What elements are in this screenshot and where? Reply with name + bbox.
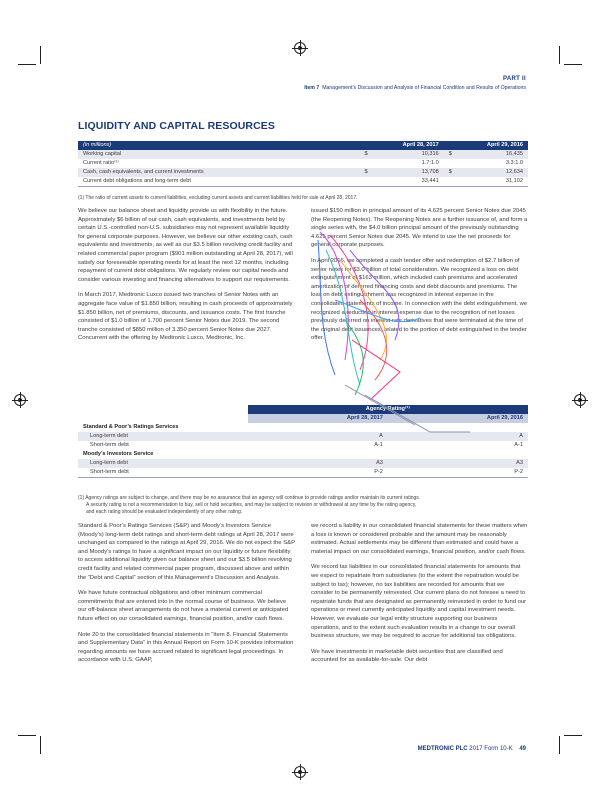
paragraph: In April 2016, we completed a cash tender offer and redemption of $2.7 billion of senior notes for $3.0 billion of total consideration. We recognized a loss on debt extinguishment of $163 million, which included cash premiums and accelerated amortization of deferred financing costs and debt discounts and premiums. The loss on debt extinguishment was recognized in interest expense in the consolidated statements of income. In connection with the debt extinguishment, we recognized a reduction in interest expense due to the recognition of net losses previously deferred on interest rate derivatives that were terminated at the time of the original debt issuances, related to the portion of debt extinguished in the tender offer.: [311, 257, 528, 342]
row-label: Current debt obligations and long-term debt: [78, 177, 359, 187]
table-section-row: [78, 423, 528, 432]
rating-2016: P-2: [388, 468, 528, 478]
currency-symbol: [359, 177, 372, 187]
crop-mark: [40, 46, 41, 64]
value-2017: 13,708: [372, 168, 443, 177]
value-2017: 1.7:1.0: [421, 160, 439, 166]
row-label: Working capital: [78, 150, 359, 159]
body-column-left: [78, 522, 295, 672]
row-label: Long-term debt: [78, 459, 248, 468]
crop-mark: [559, 736, 560, 754]
currency-symbol: $: [359, 168, 372, 177]
item-label: Item 7: [304, 85, 320, 91]
rating-2016: A: [388, 432, 528, 441]
page-footer: [418, 746, 526, 752]
paragraph: issued $150 million in principal amount of its 4.625 percent Senior Notes due 2045 (the Reopening Notes). The Reopening Notes are a further issuance of, and form a single series with, the $4.0 billion principal amount of the previously outstanding 4.625 percent Senior Notes due 2045. We intend to use the net proceeds for general corporate purposes.: [311, 208, 528, 249]
currency-symbol: $: [359, 150, 372, 159]
table-row: [78, 177, 528, 187]
crop-mark: [564, 735, 582, 736]
form-label: 2017 Form 10-K: [469, 746, 513, 752]
rating-2017: A: [248, 432, 388, 441]
paragraph: We have future contractual obligations and other minimum commercial commitments that are entered into in the normal course of business. We believe our off-balance sheet arrangements do not have a material current or anticipated future effect on our consolidated earnings, financial position, and/or cash flows.: [78, 590, 289, 622]
rating-2017: A-1: [374, 442, 383, 448]
registration-mark-icon: [294, 42, 306, 54]
table-row: [78, 159, 528, 168]
row-label: Short-term debt: [78, 468, 248, 478]
part-label: PART II: [503, 76, 526, 82]
registration-mark-icon: [294, 766, 306, 778]
footnote-line: and each rating should be evaluated independently of any other rating.: [86, 509, 243, 515]
ratings-footnote: [78, 495, 528, 516]
table-section-row: [78, 450, 528, 459]
row-label: Current ratio⁽¹⁾: [83, 160, 119, 166]
registration-mark-icon: [14, 394, 26, 406]
registration-mark-icon: [574, 394, 586, 406]
item-title: Management’s Discussion and Analysis of Financial Condition and Results of Operations: [322, 85, 526, 91]
rating-2016: A3: [388, 459, 528, 468]
row-label: Cash, cash equivalents, and current investments: [78, 168, 359, 177]
value-2016: 16,435: [457, 150, 528, 159]
column-header-2016: April 29, 2016: [388, 414, 528, 423]
table-row: [78, 150, 528, 159]
value-2016: 31,102: [457, 177, 528, 187]
item-header: [304, 85, 526, 91]
row-label: Long-term debt: [78, 432, 248, 441]
paragraph: We believe our balance sheet and liquidity provide us with flexibility in the future. Approximately $6 billion of our cash, cash equivalents, and investments held by certain U.S.-controlled non-U.S. subsidiaries may not represent available liquidity for general corporate purposes. However, we believe our other existing cash, cash equivalents and investments, as well as our $3.5 billion revolving credit facility and related commercial paper program ($901 million outstanding at April 28, 2017), will satisfy our foreseeable operating needs for at least the next 12 months, including repayment of current debt obligations. We regularly review our capital needs and consider various investing and financing alternatives to support our requirements.: [78, 208, 293, 283]
table-group-header-row: [78, 405, 528, 414]
currency-symbol: [444, 159, 457, 168]
value-2016: 3.3:1.0: [505, 160, 523, 166]
company-name: MEDTRONIC PLC: [417, 746, 468, 752]
section-title: LIQUIDITY AND CAPITAL RESOURCES: [78, 120, 275, 132]
table-header-row: [78, 414, 528, 423]
ratings-table: [78, 405, 528, 478]
body-column-right: [311, 207, 528, 350]
liquidity-table: [78, 141, 528, 187]
agency-name: Standard & Poor’s Ratings Services: [83, 424, 179, 430]
table-units-label: (in millions): [78, 141, 359, 150]
table-row: [78, 468, 528, 478]
table-row: [78, 459, 528, 468]
body-column-left: [78, 207, 295, 350]
paragraph: We record tax liabilities in our consolidated financial statements for amounts that we expect to repatriate from subsidiaries (to the extent the repatriation would be subject to tax); however, no tax liabilities are recorded for amounts that we consider to be permanently reinvested. Our current plans do not foresee a need to repatriate funds that are designated as permanently reinvested in order to fund our operations or meet currently anticipated liquidity and capital investment needs. However, we evaluate our legal entity structure supporting our business operations, and to the extent such evaluation results in a change to our overall business structure, we may be required to accrue for additional tax obligations.: [311, 564, 527, 640]
crop-mark: [559, 46, 560, 64]
table-row: [78, 441, 528, 450]
agency-rating-header: Agency Rating⁽¹⁾: [248, 405, 528, 414]
column-header-2017: April 28, 2017: [359, 141, 443, 150]
agency-name: Moody’s Investors Service: [83, 451, 154, 457]
currency-symbol: $: [444, 150, 457, 159]
value-2016: 12,634: [457, 168, 528, 177]
paragraph: we record a liability in our consolidated financial statements for these matters when a loss is known or considered probable and the amount may be reasonably estimated. Actual settlements may be different than estimated and could have a material impact on our consolidated earnings, financial position, and/or cash flows.: [311, 523, 528, 555]
blank-cell: [78, 405, 248, 414]
rating-2016: A-1: [514, 442, 523, 448]
table-row: [78, 168, 528, 177]
paragraph: In March 2017, Medtronic Luxco issued two tranches of Senior Notes with an aggregate face value of $1.850 billion, resulting in cash proceeds of approximately $1.850 billion, net of premiums, discounts, and issuance costs. The first tranche consisted of $1.0 billion of 1.700 percent Senior Notes due 2019. The second tranche consisted of $850 million of 3.350 percent Senior Notes due 2027. Concurrent with the offering by Medtronic Luxco, Medtronic, Inc.: [78, 292, 293, 342]
value-2017: 10,316: [372, 150, 443, 159]
rating-2017: P-2: [248, 468, 388, 478]
crop-mark: [40, 736, 41, 754]
paragraph: Standard & Poor’s Ratings Services (S&P) and Moody’s Investors Service (Moody’s) long-term debt ratings and short-term debt ratings at April 28, 2017 were unchanged as compared to the ratings at April 29, 2016. We do not expect the S&P and Moody’s ratings to have a significant impact on our liquidity or future flexibility to access additional liquidity given our balance sheet and our $3.5 billion revolving credit facility and related commercial paper program, discussed above and within the “Debt and Capital” section of this Management’s Discussion and Analysis.: [78, 523, 295, 581]
value-2017: 33,441: [372, 177, 443, 187]
page-number: 49: [519, 746, 526, 752]
currency-symbol: [444, 177, 457, 187]
crop-mark: [18, 64, 36, 65]
footnote-line: (1) Agency ratings are subject to change, and there may be no assurance that an agency will continue to provide ratings and/or maintain its current ratings.: [78, 495, 421, 501]
table-footnote: (1) The ratio of current assets to current liabilities, excluding current assets and current liabilities held for sale at April 28, 2017.: [78, 195, 358, 201]
table-header-row: [78, 141, 528, 150]
row-label: Short-term debt: [90, 442, 129, 448]
body-column-right: [311, 522, 528, 672]
paragraph: Note 20 to the consolidated financial statements in “Item 8. Financial Statements and Supplementary Data” in this Annual Report on Form 10-K provides information regarding amounts we have accrued related to significant legal proceedings. In accordance with U.S. GAAP,: [78, 631, 294, 664]
paragraph: We have investments in marketable debt securities that are classified and accounted for as available-for-sale. Our debt: [311, 648, 503, 664]
table-row: [78, 432, 528, 441]
currency-symbol: [359, 159, 372, 168]
column-header-2017: April 28, 2017: [248, 414, 388, 423]
crop-mark: [18, 735, 36, 736]
rating-2017: A3: [248, 459, 388, 468]
crop-mark: [564, 64, 582, 65]
column-header-2016: April 29, 2016: [444, 141, 528, 150]
footnote-line: A security rating is not a recommendation to buy, sell or hold securities, and may be subject to revision or withdrawal at any time by the rating agency,: [86, 502, 417, 508]
blank-cell: [78, 414, 248, 423]
currency-symbol: $: [444, 168, 457, 177]
